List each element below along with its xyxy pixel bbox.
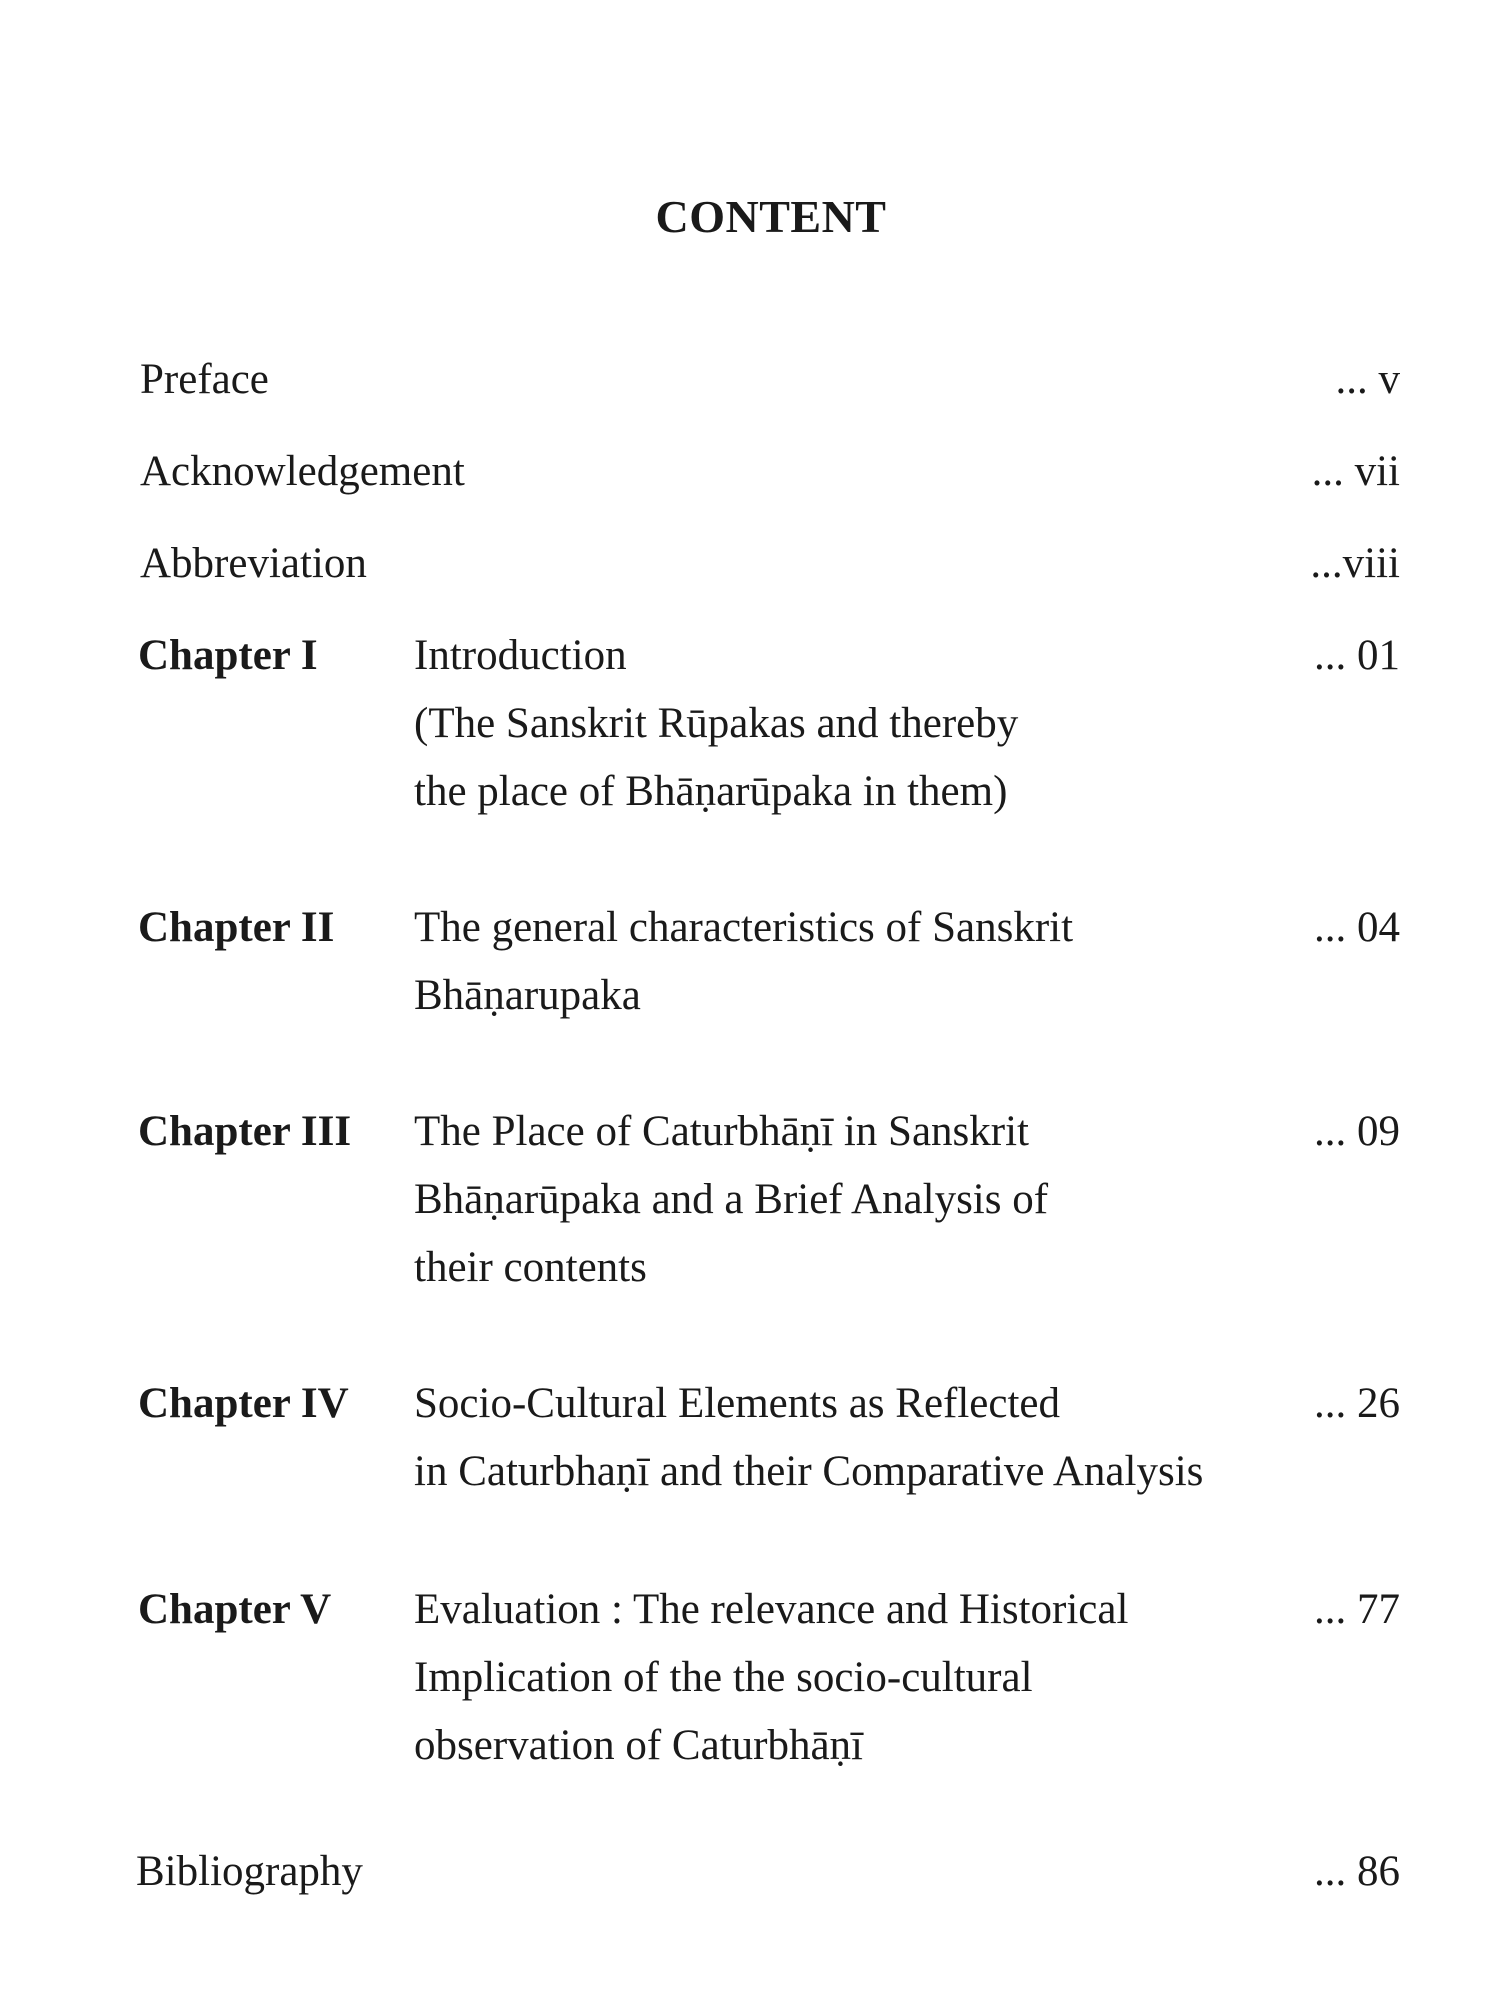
description-line: Evaluation : The relevance and Historical xyxy=(414,1586,1129,1633)
description-line: the place of Bhāṇarūpaka in them) xyxy=(414,768,1008,815)
entry-page: ... v xyxy=(1335,356,1400,403)
description-line: in Caturbhaṇī and their Comparative Analysis xyxy=(414,1448,1204,1495)
description-line: Introduction xyxy=(414,632,627,679)
chapter-label: Chapter V xyxy=(138,1586,332,1633)
chapter-label: Chapter III xyxy=(138,1108,352,1155)
description-line: Bhāṇarūpaka and a Brief Analysis of xyxy=(414,1176,1049,1223)
chapter-description xyxy=(414,622,1294,826)
entry-page: ...viii xyxy=(1310,540,1400,587)
description-line: Socio-Cultural Elements as Reflected xyxy=(414,1380,1061,1427)
chapter-label: Chapter I xyxy=(138,632,318,679)
description-line: (The Sanskrit Rūpakas and thereby xyxy=(414,700,1019,747)
entry-page: ... 04 xyxy=(1314,904,1400,951)
page-title: CONTENT xyxy=(655,191,887,242)
chapter-label: Chapter IV xyxy=(138,1380,349,1427)
chapter-description xyxy=(414,1370,1294,1506)
description-line: their contents xyxy=(414,1244,647,1291)
entry-page: ... 09 xyxy=(1314,1108,1400,1155)
chapter-label: Chapter II xyxy=(138,904,335,951)
description-line: The general characteristics of Sanskrit xyxy=(414,904,1074,951)
entry-page: ... vii xyxy=(1311,448,1400,495)
chapter-description xyxy=(414,1098,1294,1302)
chapter-description xyxy=(414,1576,1294,1780)
entry-label: Bibliography xyxy=(136,1848,363,1895)
description-line: observation of Caturbhāṇī xyxy=(414,1722,864,1769)
entry-label: Abbreviation xyxy=(140,540,367,587)
entry-page: ... 86 xyxy=(1314,1848,1400,1895)
chapter-description xyxy=(414,894,1294,1030)
entry-page: ... 01 xyxy=(1314,632,1400,679)
description-line: Bhāṇarupaka xyxy=(414,972,641,1019)
description-line: The Place of Caturbhāṇī in Sanskrit xyxy=(414,1108,1029,1155)
entry-page: ... 26 xyxy=(1314,1380,1400,1427)
entry-label: Acknowledgement xyxy=(140,448,465,495)
description-line: Implication of the the socio-cultural xyxy=(414,1654,1033,1701)
entry-page: ... 77 xyxy=(1314,1586,1400,1633)
entry-label: Preface xyxy=(140,356,269,403)
